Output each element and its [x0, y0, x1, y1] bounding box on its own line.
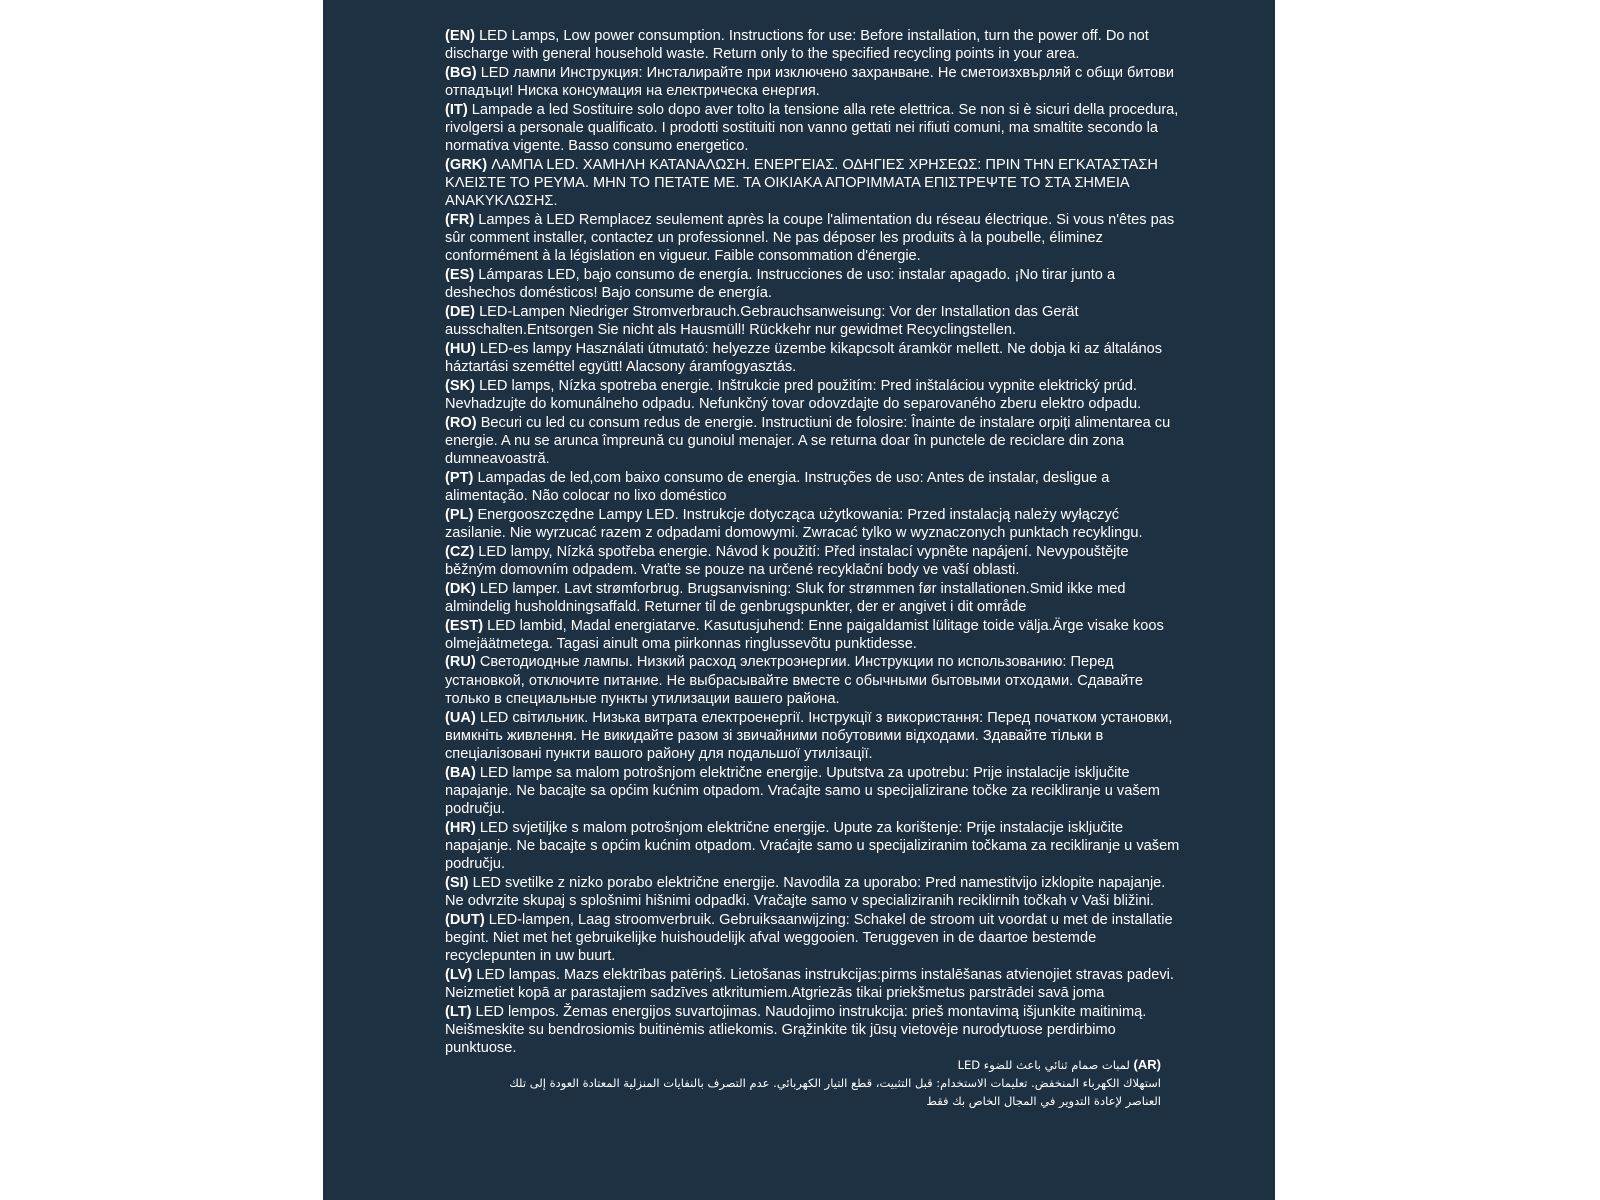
- language-entry: [445, 340, 1180, 376]
- language-code: (PT): [445, 469, 474, 486]
- language-code: (EN): [445, 28, 475, 44]
- language-text: Lampes à LED Remplacez seulement après la coupe l'alimentation du réseau électrique. Si vous n'êtes pas sûr comment installer, contactez un professionnel. Ne pas déposer les produits à la poubelle, éliminez conformément à la législation en vigueur. Faible consommation d'énergie.: [445, 212, 1175, 265]
- language-entry: [445, 27, 1180, 63]
- arabic-line: [445, 1056, 1161, 1074]
- language-text: Becuri cu led cu consum redus de energie. Instructiuni de folosire: Înainte de instalare orpiți alimentarea cu energie. A nu se arunca împreună cu gunoiul menajer. A se returna doar în punctele de reciclare din zona dumneavoastră.: [445, 414, 1171, 468]
- language-code: (SI): [445, 874, 469, 891]
- language-text: Lampade a led Sostituire solo dopo aver tolto la tensione alla rete elettrica. Se non si è sicuri della procedura, rivolgersi a personale qualificato. I prodotti sostituiti non vanno gettati nei rifiuti comuni, ma smaltite secondo la normativa vigente. Basso consumo energetico.: [445, 101, 1179, 155]
- language-text: ΛΑΜΠΑ LED. ΧΑΜΗΛΗ ΚΑΤΑΝΑΛΩΣΗ. ΕΝΕΡΓΕΙΑΣ. ΟΔΗΓΙΕΣ ΧΡΗΣΕΩΣ: ΠΡΙΝ ΤΗΝ ΕΓΚΑΤΑΣΤΑΣΗ ΚΛΕΙΣΤΕ ΤΟ ΡΕΥΜΑ. ΜΗΝ ΤΟ ΠΕΤΑΤΕ ΜΕ. ΤΑ ΟΙΚΙΑΚΑ ΑΠΟΡΙΜΜΑΤΑ ΕΠΙΣΤΡΕΨΤΕ ΤΟ ΣΤΑ ΣΗΜΕΙΑ ΑΝΑΚΥΚΛΩΣΗΣ.: [445, 156, 1158, 210]
- language-code: (BG): [445, 64, 477, 81]
- language-code: (AR): [1133, 1056, 1161, 1072]
- language-entry: [445, 653, 1180, 708]
- instruction-label-panel: [323, 0, 1275, 1200]
- multilingual-instructions: [445, 27, 1180, 1110]
- language-entry: [445, 101, 1180, 156]
- language-text: LED svjetiljke s malom potrošnjom električne energije. Upute za korištenje: Prije instalacije isključite napajanje. Ne bacajte s općim kućnim otpadom. Vraćajte samo u specijaliziranim točkama za recikliranje u vašem području.: [445, 819, 1180, 873]
- language-text: LED lambid, Madal energiatarve. Kasutusjuhend: Enne paigaldamist lülitage toide välja.Ärge visake koos olmejäätmetega. Tagasi ainult oma piirkonnas ringlussevõtu punktidesse.: [445, 617, 1164, 652]
- language-entry: [445, 819, 1180, 874]
- language-entry: [445, 303, 1180, 339]
- arabic-line: العناصر لإعادة التدوير في المجال الخاص بك فقط: [926, 1093, 1161, 1108]
- language-code: (GRK): [445, 156, 488, 173]
- language-code: (SK): [445, 377, 475, 394]
- language-code: (RU): [445, 654, 476, 671]
- language-entry: [445, 156, 1180, 211]
- language-entry: [445, 874, 1180, 910]
- language-text: LED-es lampy Használati útmutató: helyezze üzembe kikapcsolt áramkör mellett. Ne dobja ki az általános háztartási szeméttel együtt! Alacsony áramfogyasztás.: [445, 340, 1163, 376]
- language-text: LED lempos. Žemas energijos suvartojimas. Naudojimo instrukcija: prieš montavimą išjunkite maitinimą. Neišmeskite su bendrosiomis buitinėmis atliekomis. Grąžinkite tik jūsų vietovėje nurodytuose perdirbimo punktuose.: [445, 1003, 1147, 1057]
- language-text: LED lamps, Nízka spotreba energie. Inštrukcie pred použitím: Pred inštaláciou vypnite elektrický prúd. Nevhadzujte do komunálneho odpadu. Nefunkčný tovar odovzdajte do separovaného zberu elektro odpadu.: [445, 377, 1142, 413]
- language-text: LED lampas. Mazs elektrības patēriņš. Lietošanas instrukcijas:pirms instalēšanas atvienojiet stravas padevi. Neizmetiet kopā ar parastajiem sadzīves atkritumiem.Atgriezās tikai priekšmetus parstrādei savā joma: [445, 966, 1174, 1002]
- arabic-text: لمبات صمام ثنائي باعث للضوء LED: [957, 1057, 1130, 1072]
- language-entry: [445, 266, 1180, 302]
- language-entry: [445, 211, 1180, 266]
- language-text: LED lampy, Nízká spotřeba energie. Návod k použití: Před instalací vypněte napájení. Nevypouštějte běžným domovním odpadem. Vraťte se pouze na určené recyklační body ve vaší oblasti.: [445, 543, 1129, 578]
- language-code: (LV): [445, 966, 473, 983]
- language-text: LED svetilke z nizko porabo električne energije. Navodila za uporabo: Pred namestitvijo izklopite napajanje. Ne odvrzite skupaj s splošnimi hišnimi odpadki. Vračajte samo v specializiranih reciklirnih točkah v Vaši bližini.: [445, 874, 1166, 910]
- language-entry: [445, 506, 1180, 542]
- language-code: (ES): [445, 267, 475, 284]
- language-entry: [445, 764, 1180, 819]
- language-code: (FR): [445, 212, 475, 229]
- language-code: (RO): [445, 414, 477, 431]
- language-code: (UA): [445, 709, 476, 726]
- language-entry: [445, 966, 1180, 1002]
- language-entry: [445, 709, 1180, 764]
- language-text: Lámparas LED, bajo consumo de energía. Instrucciones de uso: instalar apagado. ¡No tirar junto a deshechos domésticos! Bajo consume de energía.: [445, 267, 1116, 302]
- language-code: (HU): [445, 340, 476, 357]
- language-code: (HR): [445, 819, 476, 836]
- language-text: LED світильник. Низька витрата електроенергії. Інструкції з використання: Перед початком установки, вимкніть живлення. Не викидайте разом зі звичайними побутовими відходами. Здавайте тільки в спеціалізовані пункти вашого району для подальшої утилізації.: [445, 709, 1173, 762]
- language-code: (BA): [445, 764, 476, 781]
- language-text: Energooszczędne Lampy LED. Instrukcje dotycząca użytkowania: Przed instalacją należy wyłączyć zasilanie. Nie wyrzucać razem z odpadami domowymi. Zwracać tylko w wyznaczonych punktach recyklingu.: [445, 506, 1143, 541]
- language-code: (PL): [445, 506, 474, 523]
- language-code: (DK): [445, 580, 476, 597]
- arabic-line: استهلاك الكهرباء المنخفض. تعليمات الاستخدام: قبل التثبيت، قطع التيار الكهربائي. عدم التصرف بالنفايات المنزلية المعتادة العودة إلى تلك: [509, 1075, 1161, 1090]
- language-code: (DE): [445, 304, 475, 321]
- language-entry: [445, 377, 1180, 413]
- language-entry: [445, 580, 1180, 616]
- language-text: LED лампи Инструкция: Инсталирайте при изключено захранване. Не сметоизхвърляй с общи битови отпадъци! Ниска консумация на електрическа енергия.: [445, 64, 1175, 100]
- language-code: (CZ): [445, 543, 475, 560]
- language-text: Светодиодные лампы. Низкий расход электроэнергии. Инструкции по использованию: Перед установкой, отключите питание. Не выбрасывайте вместе с обычными бытовыми отходами. Сдавайте только в специальные пункты утилизации вашего района.: [445, 654, 1143, 707]
- language-code: (IT): [445, 101, 468, 118]
- language-text: Lampadas de led,com baixo consumo de energia. Instruções de uso: Antes de instalar, desligue a alimentação. Não colocar no lixo doméstico: [445, 469, 1110, 505]
- language-code: (LT): [445, 1003, 472, 1020]
- language-entry: [445, 911, 1180, 966]
- language-entry-arabic: [445, 1056, 1161, 1110]
- language-text: LED lampe sa malom potrošnjom električne energije. Uputstva za upotrebu: Prije instalacije isključite napajanje. Ne bacajte sa općim kućnim otpadom. Vraćajte samo u specijalizirane točke za recikliranje u vašem području.: [445, 764, 1160, 818]
- language-code: (EST): [445, 617, 484, 634]
- language-entry: [445, 543, 1180, 579]
- language-text: LED lamper. Lavt strømforbrug. Brugsanvisning: Sluk for strømmen før installationen.Smid ikke med almindelig husholdningsaffald. Returner til de genbrugspunkter, der er angivet i dit område: [445, 580, 1126, 615]
- language-entry: [445, 1003, 1180, 1058]
- language-entry: [445, 414, 1180, 469]
- language-text: LED-Lampen Niedriger Stromverbrauch.Gebrauchsanweisung: Vor der Installation das Gerät ausschalten.Entsorgen Sie nicht als Hausmüll! Rückkehr nur gewidmet Recyclingstellen.: [445, 304, 1079, 339]
- language-code: (DUT): [445, 911, 485, 928]
- language-text: LED Lamps, Low power consumption. Instructions for use: Before installation, turn the power off. Do not discharge with general household waste. Return only to the specified recycling points in your area.: [445, 28, 1149, 63]
- language-entry: [445, 469, 1180, 505]
- language-entry: [445, 64, 1180, 100]
- language-entry: [445, 617, 1180, 653]
- language-text: LED-lampen, Laag stroomverbruik. Gebruiksaanwijzing: Schakel de stroom uit voordat u met de installatie begint. Niet met het gebruikelijke huishoudelijk afval weggooien. Teruggeven in de daartoe bestemde recyclepunten in uw buurt.: [445, 911, 1173, 965]
